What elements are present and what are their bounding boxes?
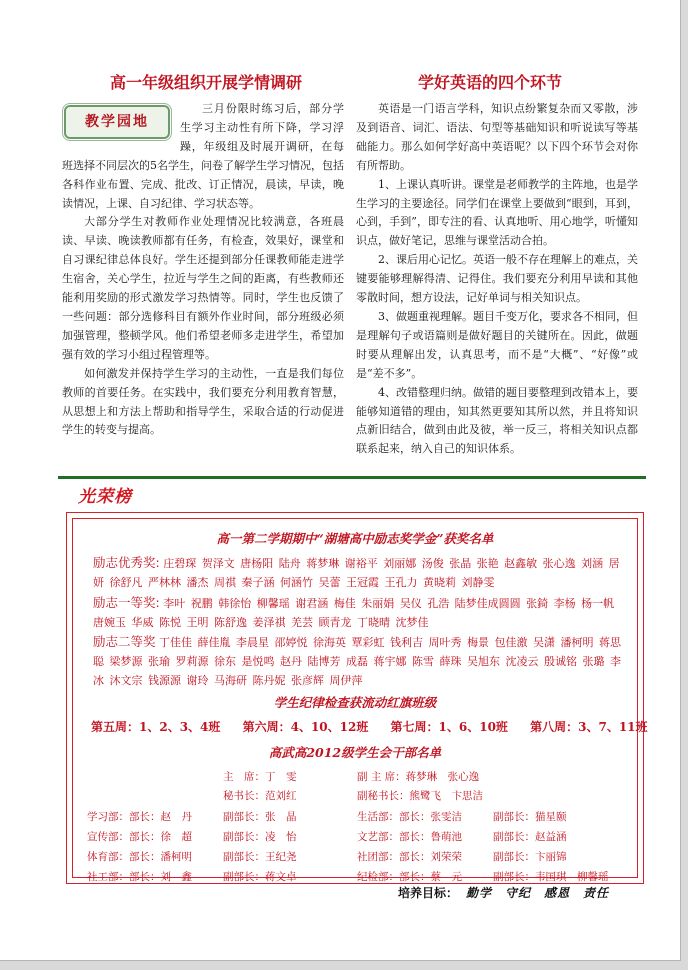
council-secretary: 秘书长：范刘红 [223, 790, 297, 802]
council-vice-secretary: 副秘书长：熊鹭飞 卞思洁 [357, 790, 483, 802]
life-dept-deputy: 副部长：猫星颐 [493, 811, 567, 823]
right-paragraph-2: 1、上课认真听讲。课堂是老师教学的主阵地，也是学生学习的主要途径。同学们在课堂上要做到“眼到，耳到，心到，手到”，即专注的看、认真地听、用心地学，听懂知识点，做好笔记，思维与课堂活动合拍。 [356, 177, 638, 248]
social-dept-deputy: 副部长：蒋文卓 [223, 871, 297, 883]
right-paragraph-4: 3、做题重视理解。题目千变万化，要求各不相同，但是理解句子或语篇则是做好题目的关键所在。因此，做题时要从理解出发，认真思考，而不是“大概”、“好像”或是“差不多”。 [356, 309, 638, 380]
left-paragraph-3: 如何激发并保持学生学习的主动性，一直是我们每位教师的首要任务。在实践中，我们要充分利用教育智慧，从思想上和方法上帮助和指导学生，采取合适的行动促进学生的转变与提高。 [62, 366, 344, 437]
badge-label: 教学园地 [64, 105, 170, 139]
first-prize-names: 李叶 祝鹏 韩徐怡 柳馨瑶 谢君涵 梅佳 朱丽娟 吴仪 孔浩 陆梦佳成圆圆 张錡 李杨 杨一帆 唐婉玉 华威 陈悦 王明 陈舒逸 姜泽祺 羌芸 顾青龙 丁晓晴 沈梦佳 [93, 597, 615, 629]
right-article-title: 学好英语的四个环节 [418, 73, 563, 92]
honor-roll-banner: 光荣榜 [78, 487, 132, 507]
first-prize-row [93, 593, 625, 632]
red-flag-weeks [91, 718, 648, 735]
training-goals-values: 勤学 守纪 感恩 责任 [466, 886, 610, 900]
right-paragraph-3: 2、课后用心记忆。英语一般不存在理解上的难点，关键要能够理解得清、记得住。我们要充分利用早读和其他零散时间，想方设法，记好单词与相关知识点。 [356, 253, 638, 305]
left-article-title: 高一年级组织开展学情调研 [110, 73, 303, 92]
teaching-column-badge [62, 103, 172, 141]
left-paragraph-1: 三月份限时练习后，部分学生学习主动性有所下降，学习浮躁，年级组及时展开调研，在每班选择不同层次的5名学生，问卷了解学生学习情况，包括各科作业布置、完成、批改、订正情况，晨读，早读，晚读情况，上课、自习纪律、学习状态等。 [62, 102, 344, 210]
club-dept-deputy: 副部长：卞丽锦 [493, 851, 567, 863]
publicity-dept-head: 宣传部：部长：徐 超 [87, 831, 192, 843]
student-council-heading: 高武高2012级学生会干部名单 [268, 745, 442, 760]
publicity-dept-deputy: 副部长：凌 怡 [223, 831, 297, 843]
council-vice-chair: 副 主 席：蒋梦琳 张心逸 [357, 771, 480, 783]
right-paragraph-1: 英语是一门语言学科，知识点纷繁复杂而又零散，涉及到语音、词汇、语法、句型等基础知识和听说读写等基础能力。那么如何学好高中英语呢？以下四个环节会对你有所帮助。 [356, 102, 638, 172]
training-goals [398, 884, 609, 901]
right-paragraph-5: 4、改错整理归纳。做错的题目要整理到改错本上，要能够知道错的理由，知其然更要知其所以然，并且将知识点新旧结合，做到由此及彼，举一反三，将相关知识点都联系起来，纳入自己的知识体系。 [356, 385, 638, 456]
week-8-classes: 第八周：3、7、11班 [530, 720, 648, 734]
week-6-classes: 第六周：4、10、12班 [242, 720, 369, 734]
life-dept-head: 生活部：部长：张雯洁 [357, 811, 462, 823]
discipline-dept-head: 纪检部：部长：蔡 元 [357, 871, 462, 883]
council-chair: 主 席：丁 雯 [223, 771, 297, 783]
second-prize-label: 励志二等奖 [93, 634, 156, 649]
first-prize-label: 励志一等奖: [93, 595, 160, 610]
honor-roll-inner-frame [72, 518, 648, 883]
scholarship-heading: 高一第二学期期中“湖塘高中励志奖学金”获奖名单 [216, 531, 494, 546]
excellence-award-row [93, 553, 625, 592]
sports-dept-head: 体育部：部长：潘柯明 [87, 851, 192, 863]
left-article-body [62, 100, 344, 440]
left-paragraph-2: 大部分学生对教师作业处理情况比较满意，各班晨读、早读、晚读教师都有任务，有检查，效果好，课堂和自习课纪律总体良好。学生还提到部分任课教师能走进学生宿舍，关心学生，拉近与学生之间的距离，有些教师还能利用奖励的形式激发学习热情等。同时，学生也反馈了一些问题：部分选修科目有额外作业时间，部分班级必须加强管理，整顿学风。他们希望老师多走进学生，希望加强有效的学习小组过程管理等。 [62, 215, 344, 361]
sports-dept-deputy: 副部长：王纪尧 [223, 851, 297, 863]
excellence-award-label: 励志优秀奖: [93, 555, 160, 570]
section-divider [58, 476, 646, 479]
honor-roll-box [66, 512, 648, 884]
discipline-dept-deputy: 副部长：韦国琪 柳馨瑶 [493, 871, 609, 883]
study-dept-head: 学习部：部长：赵 丹 [87, 811, 192, 823]
right-article-body [356, 100, 638, 459]
second-prize-row [93, 632, 625, 690]
arts-dept-deputy: 副部长：赵益涵 [493, 831, 567, 843]
training-goals-label: 培养目标： [398, 886, 459, 900]
study-dept-deputy: 副部长：张 晶 [223, 811, 297, 823]
week-7-classes: 第七周：1、6、10班 [390, 720, 508, 734]
second-prize-names: 丁佳佳 薛佳胤 李晨星 邵婷悦 徐海英 覃彩虹 钱利吉 周叶秀 梅景 包佳激 吴潇 潘柯明 蒋思聪 梁梦源 张瑜 罗莉源 徐东 是悦鸣 赵丹 陆博芳 成磊 蒋宇娜 陈雪 薛珠 吴旭东 沈凌云 殷诚铭 张璐 李冰 沐文宗 钱源源 谢玲 马海研 陈丹妮 张彦辉 周伊萍 [93, 636, 621, 687]
red-flag-heading: 学生纪律检查获流动红旗班级 [273, 695, 437, 710]
week-5-classes: 第五周：1、2、3、4班 [91, 720, 221, 734]
excellence-award-names: 庄碧琛 贺泽文 唐杨阳 陆舟 蒋梦琳 谢裕平 刘丽娜 汤俊 张晶 张艳 赵鑫敏 张心逸 刘涵 居妍 徐舒凡 严林林 潘杰 周祺 秦子涵 何涵竹 吴蕾 王冠霞 王孔力 黄晓莉 刘静雯 [93, 557, 620, 589]
arts-dept-head: 文艺部：部长：鲁萌池 [357, 831, 462, 843]
social-dept-head: 社工部：部长：刘 鑫 [87, 871, 192, 883]
club-dept-head: 社团部：部长：刘荣荣 [357, 851, 462, 863]
